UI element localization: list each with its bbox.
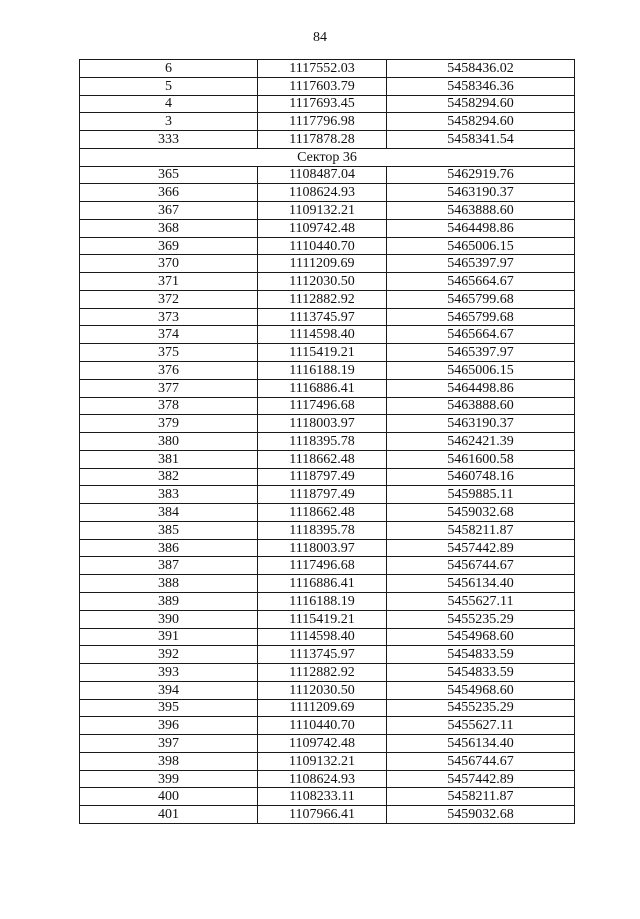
y-coordinate-cell: 5460748.16 [387,468,575,486]
y-coordinate-cell: 5465799.68 [387,290,575,308]
y-coordinate-cell: 5461600.58 [387,450,575,468]
y-coordinate-cell: 5458211.87 [387,521,575,539]
y-coordinate-cell: 5463190.37 [387,415,575,433]
section-heading: Сектор 36 [80,148,575,166]
x-coordinate-cell: 1110440.70 [258,237,387,255]
table-row [80,113,575,131]
point-number-cell: 395 [80,699,258,717]
x-coordinate-cell: 1109742.48 [258,735,387,753]
x-coordinate-cell: 1112882.92 [258,664,387,682]
x-coordinate-cell: 1118797.49 [258,486,387,504]
table-row [80,362,575,380]
coordinates-table [79,59,575,824]
point-number-cell: 372 [80,290,258,308]
table-row [80,95,575,113]
point-number-cell: 376 [80,362,258,380]
y-coordinate-cell: 5454968.60 [387,628,575,646]
y-coordinate-cell: 5455235.29 [387,610,575,628]
table-row [80,219,575,237]
point-number-cell: 375 [80,344,258,362]
point-number-cell: 369 [80,237,258,255]
x-coordinate-cell: 1108233.11 [258,788,387,806]
x-coordinate-cell: 1116188.19 [258,592,387,610]
table-row [80,60,575,78]
y-coordinate-cell: 5454833.59 [387,664,575,682]
point-number-cell: 384 [80,504,258,522]
table-row [80,308,575,326]
point-number-cell: 396 [80,717,258,735]
y-coordinate-cell: 5459885.11 [387,486,575,504]
table-row [80,131,575,149]
table-row [80,450,575,468]
y-coordinate-cell: 5455235.29 [387,699,575,717]
point-number-cell: 3 [80,113,258,131]
x-coordinate-cell: 1114598.40 [258,326,387,344]
x-coordinate-cell: 1117552.03 [258,60,387,78]
y-coordinate-cell: 5463888.60 [387,202,575,220]
point-number-cell: 392 [80,646,258,664]
point-number-cell: 390 [80,610,258,628]
x-coordinate-cell: 1115419.21 [258,610,387,628]
x-coordinate-cell: 1118395.78 [258,433,387,451]
point-number-cell: 374 [80,326,258,344]
x-coordinate-cell: 1118662.48 [258,450,387,468]
table-row [80,379,575,397]
x-coordinate-cell: 1112030.50 [258,273,387,291]
point-number-cell: 380 [80,433,258,451]
point-number-cell: 389 [80,592,258,610]
table-row [80,628,575,646]
y-coordinate-cell: 5456744.67 [387,752,575,770]
y-coordinate-cell: 5464498.86 [387,379,575,397]
x-coordinate-cell: 1116886.41 [258,379,387,397]
y-coordinate-cell: 5465664.67 [387,273,575,291]
x-coordinate-cell: 1116886.41 [258,575,387,593]
point-number-cell: 385 [80,521,258,539]
table-row [80,255,575,273]
y-coordinate-cell: 5465664.67 [387,326,575,344]
table-row [80,77,575,95]
table-row [80,752,575,770]
table-row [80,415,575,433]
table-row [80,699,575,717]
point-number-cell: 6 [80,60,258,78]
x-coordinate-cell: 1117693.45 [258,95,387,113]
point-number-cell: 370 [80,255,258,273]
point-number-cell: 367 [80,202,258,220]
y-coordinate-cell: 5458341.54 [387,131,575,149]
table-row [80,610,575,628]
x-coordinate-cell: 1112030.50 [258,681,387,699]
coordinates-table-body [80,60,575,824]
table-row [80,592,575,610]
table-row [80,735,575,753]
x-coordinate-cell: 1110440.70 [258,717,387,735]
x-coordinate-cell: 1116188.19 [258,362,387,380]
point-number-cell: 382 [80,468,258,486]
table-row [80,575,575,593]
y-coordinate-cell: 5459032.68 [387,504,575,522]
table-row [80,504,575,522]
point-number-cell: 393 [80,664,258,682]
y-coordinate-cell: 5465397.97 [387,255,575,273]
y-coordinate-cell: 5463190.37 [387,184,575,202]
y-coordinate-cell: 5456744.67 [387,557,575,575]
point-number-cell: 371 [80,273,258,291]
point-number-cell: 391 [80,628,258,646]
point-number-cell: 400 [80,788,258,806]
y-coordinate-cell: 5456134.40 [387,735,575,753]
x-coordinate-cell: 1115419.21 [258,344,387,362]
table-row [80,166,575,184]
table-row [80,664,575,682]
point-number-cell: 366 [80,184,258,202]
x-coordinate-cell: 1117496.68 [258,397,387,415]
table-row [80,788,575,806]
x-coordinate-cell: 1118797.49 [258,468,387,486]
table-row [80,717,575,735]
x-coordinate-cell: 1108624.93 [258,770,387,788]
table-row [80,468,575,486]
table-row [80,237,575,255]
point-number-cell: 4 [80,95,258,113]
y-coordinate-cell: 5465006.15 [387,237,575,255]
y-coordinate-cell: 5465397.97 [387,344,575,362]
x-coordinate-cell: 1118003.97 [258,539,387,557]
y-coordinate-cell: 5465006.15 [387,362,575,380]
section-heading-row [80,148,575,166]
y-coordinate-cell: 5462421.39 [387,433,575,451]
x-coordinate-cell: 1108624.93 [258,184,387,202]
point-number-cell: 365 [80,166,258,184]
x-coordinate-cell: 1107966.41 [258,806,387,824]
table-row [80,486,575,504]
table-row [80,273,575,291]
page-number: 84 [313,30,327,45]
table-row [80,539,575,557]
x-coordinate-cell: 1113745.97 [258,646,387,664]
point-number-cell: 388 [80,575,258,593]
x-coordinate-cell: 1117878.28 [258,131,387,149]
x-coordinate-cell: 1109742.48 [258,219,387,237]
x-coordinate-cell: 1118395.78 [258,521,387,539]
table-row [80,646,575,664]
table-row [80,290,575,308]
x-coordinate-cell: 1113745.97 [258,308,387,326]
x-coordinate-cell: 1109132.21 [258,752,387,770]
y-coordinate-cell: 5463888.60 [387,397,575,415]
x-coordinate-cell: 1117603.79 [258,77,387,95]
table-row [80,806,575,824]
point-number-cell: 401 [80,806,258,824]
table-row [80,770,575,788]
x-coordinate-cell: 1112882.92 [258,290,387,308]
x-coordinate-cell: 1111209.69 [258,255,387,273]
x-coordinate-cell: 1108487.04 [258,166,387,184]
point-number-cell: 5 [80,77,258,95]
point-number-cell: 368 [80,219,258,237]
table-row [80,397,575,415]
point-number-cell: 399 [80,770,258,788]
table-row [80,433,575,451]
y-coordinate-cell: 5458346.36 [387,77,575,95]
y-coordinate-cell: 5454833.59 [387,646,575,664]
y-coordinate-cell: 5465799.68 [387,308,575,326]
x-coordinate-cell: 1117796.98 [258,113,387,131]
y-coordinate-cell: 5456134.40 [387,575,575,593]
y-coordinate-cell: 5455627.11 [387,717,575,735]
y-coordinate-cell: 5454968.60 [387,681,575,699]
point-number-cell: 333 [80,131,258,149]
x-coordinate-cell: 1109132.21 [258,202,387,220]
table-row [80,202,575,220]
table-row [80,557,575,575]
y-coordinate-cell: 5458294.60 [387,95,575,113]
point-number-cell: 386 [80,539,258,557]
point-number-cell: 379 [80,415,258,433]
point-number-cell: 373 [80,308,258,326]
y-coordinate-cell: 5458294.60 [387,113,575,131]
x-coordinate-cell: 1117496.68 [258,557,387,575]
y-coordinate-cell: 5464498.86 [387,219,575,237]
point-number-cell: 394 [80,681,258,699]
y-coordinate-cell: 5459032.68 [387,806,575,824]
table-row [80,521,575,539]
point-number-cell: 398 [80,752,258,770]
point-number-cell: 381 [80,450,258,468]
x-coordinate-cell: 1118662.48 [258,504,387,522]
y-coordinate-cell: 5462919.76 [387,166,575,184]
point-number-cell: 378 [80,397,258,415]
point-number-cell: 397 [80,735,258,753]
y-coordinate-cell: 5457442.89 [387,770,575,788]
x-coordinate-cell: 1114598.40 [258,628,387,646]
point-number-cell: 383 [80,486,258,504]
point-number-cell: 377 [80,379,258,397]
y-coordinate-cell: 5455627.11 [387,592,575,610]
x-coordinate-cell: 1118003.97 [258,415,387,433]
y-coordinate-cell: 5458436.02 [387,60,575,78]
table-row [80,344,575,362]
table-row [80,681,575,699]
table-row [80,184,575,202]
x-coordinate-cell: 1111209.69 [258,699,387,717]
point-number-cell: 387 [80,557,258,575]
y-coordinate-cell: 5458211.87 [387,788,575,806]
table-row [80,326,575,344]
y-coordinate-cell: 5457442.89 [387,539,575,557]
